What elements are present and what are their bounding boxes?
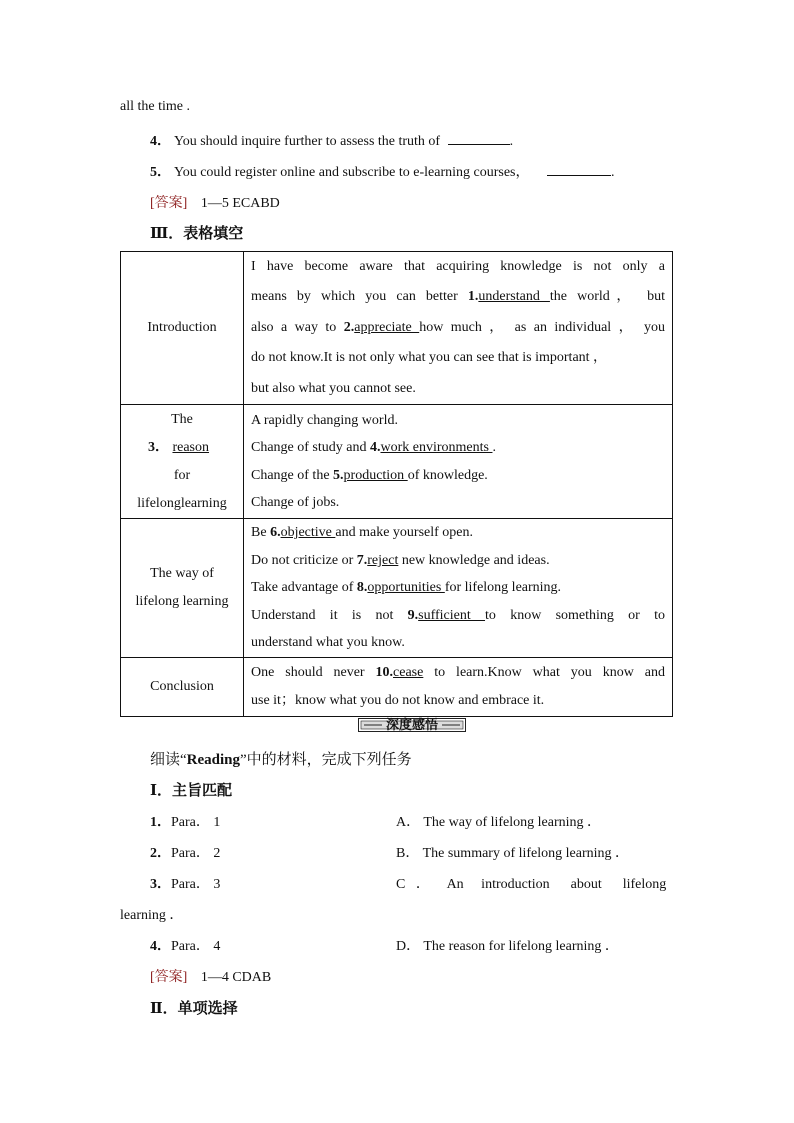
para-item-2: [150, 842, 220, 862]
item-text: You could register online and subscribe to e-learning courses，: [173, 165, 530, 180]
answer-text: 1—4 CDAB: [200, 970, 272, 985]
table-row-introduction: [121, 252, 673, 405]
blank-number: 8.: [356, 580, 368, 596]
content-line: Change of the 5.production of knowledge.: [251, 467, 488, 483]
answer-line: [150, 192, 280, 212]
label-line: lifelong learning: [135, 594, 229, 610]
row-content: [244, 658, 673, 717]
content-line: Change of jobs.: [251, 495, 340, 511]
para-item-1: [150, 811, 220, 831]
blank-answer: appreciate: [354, 319, 420, 335]
option-a: A． The way of lifelong learning ．: [396, 815, 602, 830]
section-title: Ⅰ．主旨匹配: [150, 783, 233, 799]
blank-answer: work environments: [380, 440, 493, 456]
blank-answer: opportunities: [367, 580, 445, 596]
item-text: Para． 4: [171, 939, 221, 954]
option-b: B． The summary of lifelong learning ．: [396, 846, 630, 861]
item-number: 1．: [150, 815, 171, 830]
blank-answer: production: [343, 467, 408, 483]
label-line: The way of: [150, 566, 214, 582]
blank-number: 4.: [369, 440, 381, 456]
blank-number: 9.: [407, 607, 419, 623]
item-end: .: [610, 165, 615, 180]
row-label: [121, 405, 244, 519]
item-number: 4．: [150, 939, 171, 954]
content-line: Take advantage of 8.opportunities for lifelong learning.: [251, 580, 562, 596]
row-content: [244, 405, 673, 519]
blank-number: 5.: [333, 467, 344, 483]
section-title: Ⅲ．表格填空: [150, 226, 244, 242]
option-c: C ． An introduction about lifelong: [396, 877, 666, 892]
item-text: Para． 1: [171, 815, 221, 830]
section-banner: [358, 717, 466, 733]
blank-number: 6.: [270, 525, 281, 541]
item-text: Para． 2: [171, 846, 221, 861]
para-item-4: [150, 935, 220, 955]
content-line: also a way to 2.appreciate how much ， as an individual ， you: [251, 319, 665, 335]
blank-answer: objective: [280, 525, 336, 541]
content-line: A rapidly changing world.: [251, 412, 398, 428]
text-line: all the time .: [120, 99, 190, 114]
item-number: 3．: [150, 877, 171, 892]
blank-answer: reject: [367, 552, 399, 568]
table-row-reason: [121, 405, 673, 519]
content-line: I have become aware that acquiring knowledge is not only a: [251, 259, 665, 274]
answer-text: 1—5 ECABD: [200, 196, 280, 211]
answer-line: [150, 966, 271, 986]
table-row-way: [121, 519, 673, 658]
row-label: Introduction: [121, 252, 244, 405]
blank-answer: sufficient: [418, 607, 486, 623]
blank-number: 1.: [467, 289, 479, 305]
content-line: One should never 10.cease to learn.Know what you know and: [251, 664, 665, 680]
content-line: understand what you know.: [251, 635, 405, 651]
item-text: Para． 3: [171, 877, 221, 892]
content-line: Do not criticize or 7.reject new knowledge and ideas.: [251, 552, 550, 568]
row-content: [244, 519, 673, 658]
item-number: 5．: [150, 165, 171, 180]
table-row-conclusion: [121, 658, 673, 717]
fill-blank[interactable]: [547, 163, 611, 176]
item-number: 2．: [150, 846, 171, 861]
row-label: [121, 519, 244, 658]
label-line: The: [171, 411, 193, 427]
label-line: for: [173, 467, 191, 483]
content-line: Be 6.objective and make yourself open.: [251, 525, 473, 541]
blank-number: 2.: [343, 319, 355, 335]
item-end: .: [509, 134, 514, 149]
exercise-item-5: [150, 161, 614, 181]
blank-answer: reason: [172, 439, 210, 455]
content-line: use it；know what you do not know and embrace it.: [251, 693, 545, 709]
label-line: 3． reason: [147, 439, 210, 455]
label-line: lifelonglearning: [137, 495, 227, 511]
section-title: Ⅱ．单项选择: [150, 1001, 238, 1017]
answer-label: [答案]: [150, 970, 188, 985]
item-number: 4．: [150, 134, 171, 149]
answer-label: [答案]: [150, 196, 188, 211]
para-item-3: [150, 873, 220, 893]
blank-number: 10.: [375, 664, 394, 680]
content-line: means by which you can better 1.understand the world， but: [251, 289, 665, 305]
row-content: [244, 252, 673, 405]
content-line: but also what you cannot see.: [251, 380, 416, 396]
content-line: Understand it is not 9.sufficient to know something or to: [251, 607, 665, 623]
row-label: Conclusion: [121, 658, 244, 717]
task-instruction: 细读“Reading”中的材料，完成下列任务: [150, 752, 412, 768]
option-d: D． The reason for lifelong learning ．: [396, 939, 619, 954]
content-line: Change of study and 4.work environments .: [251, 440, 496, 456]
blank-answer: understand: [478, 289, 550, 305]
blank-answer: cease: [393, 664, 424, 680]
blank-number: 7.: [356, 552, 368, 568]
content-line: do not know.It is not only what you can see that is important ，: [251, 350, 608, 366]
fill-in-table: [120, 251, 673, 717]
reading-keyword: Reading: [186, 752, 241, 768]
banner-title: 深度感悟: [385, 717, 438, 732]
exercise-item-4: [150, 130, 513, 150]
option-c-continued: learning ．: [120, 908, 184, 923]
item-text: You should inquire further to assess the truth of: [173, 134, 441, 149]
fill-blank[interactable]: [448, 132, 510, 145]
